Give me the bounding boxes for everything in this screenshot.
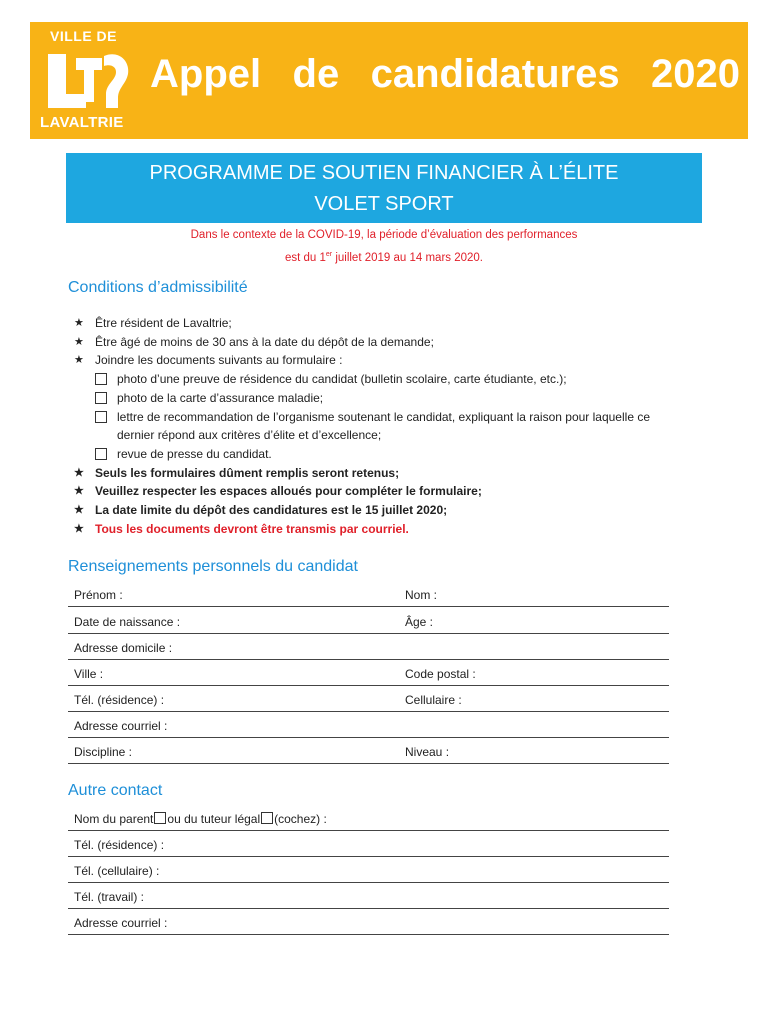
field-label: Tél. (résidence) :	[74, 838, 165, 852]
parent-field-label	[74, 812, 327, 826]
star-icon: ★	[74, 466, 84, 479]
header-banner	[30, 22, 748, 139]
list-item-text: Joindre les documents suivants au formulaire :	[95, 353, 343, 368]
field-label: Tél. (cellulaire) :	[74, 864, 160, 878]
list-item-text: La date limite du dépôt des candidatures est le 15 juillet 2020;	[95, 503, 448, 518]
title-word: candidatures	[370, 52, 620, 96]
list-item	[74, 520, 714, 539]
list-item-text: Tous les documents devront être transmis par courriel.	[95, 521, 409, 536]
lavaltrie-logo	[38, 28, 132, 136]
form-row[interactable]	[68, 689, 669, 712]
covid-notice-line2	[66, 245, 702, 268]
other-contact-heading: Autre contact	[68, 782, 163, 799]
document-checkbox[interactable]	[95, 373, 107, 385]
document-text: dernier répond aux critères d’élite et d’excellence;	[117, 428, 382, 443]
field-label: Discipline :	[74, 745, 133, 759]
title-word: 2020	[651, 52, 740, 96]
star-icon: ★	[74, 354, 84, 367]
star-icon: ★	[74, 504, 84, 517]
list-item	[74, 464, 714, 483]
form-row[interactable]	[68, 584, 669, 607]
form-row[interactable]	[68, 663, 669, 686]
field-label: Tél. (résidence) :	[74, 693, 165, 707]
field-label: Ville :	[74, 667, 104, 681]
form-row[interactable]	[68, 611, 669, 634]
covid-notice	[66, 226, 702, 268]
document-item	[74, 389, 714, 408]
field-label: Nom :	[405, 588, 438, 602]
form-row[interactable]	[68, 808, 669, 831]
form-row[interactable]	[68, 912, 669, 935]
list-item-text: Seuls les formulaires dûment remplis seront retenus;	[95, 465, 400, 480]
guardian-label: ou du tuteur légal	[167, 812, 261, 826]
field-label: Code postal :	[405, 667, 476, 681]
document-item	[74, 445, 714, 464]
page-title	[150, 52, 740, 97]
document-text: lettre de recommandation de l’organisme soutenant le candidat, expliquant la raison pour laquelle ce	[117, 409, 650, 424]
star-icon: ★	[74, 335, 84, 348]
field-label: Adresse courriel :	[74, 719, 168, 733]
personal-heading: Renseignements personnels du candidat	[68, 558, 358, 575]
check-instruction: (cochez) :	[274, 812, 327, 826]
field-label: Cellulaire :	[405, 693, 462, 707]
title-word: de	[292, 52, 340, 96]
covid-notice-post: juillet 2019 au 14 mars 2020.	[332, 251, 484, 264]
field-label: Niveau :	[405, 745, 450, 759]
list-item	[74, 501, 714, 520]
field-label: Date de naissance :	[74, 615, 181, 629]
field-label: Adresse courriel :	[74, 916, 168, 930]
covid-notice-line1: Dans le contexte de la COVID-19, la période d’évaluation des performances	[190, 229, 578, 241]
field-label: Tél. (travail) :	[74, 890, 145, 904]
parent-label: Nom du parent	[74, 812, 154, 826]
logo-top-text: VILLE DE	[50, 28, 118, 44]
covid-notice-pre: est du 1	[284, 251, 326, 264]
star-icon: ★	[74, 317, 84, 329]
form-row[interactable]	[68, 886, 669, 909]
list-item-text: Veuillez respecter les espaces alloués pour compléter le formulaire;	[95, 484, 482, 499]
form-row[interactable]	[68, 834, 669, 857]
document-item	[74, 408, 714, 427]
list-item	[74, 482, 714, 501]
field-label: Prénom :	[74, 588, 123, 602]
guardian-checkbox[interactable]	[261, 812, 273, 824]
form-row[interactable]	[68, 715, 669, 738]
form-row[interactable]	[68, 637, 669, 660]
program-subtitle: VOLET SPORT	[314, 193, 454, 215]
list-item-text: Être résident de Lavaltrie;	[95, 316, 232, 330]
program-title: PROGRAMME DE SOUTIEN FINANCIER À L’ÉLITE	[149, 162, 619, 184]
conditions-heading: Conditions d’admissibilité	[68, 279, 248, 296]
parent-checkbox[interactable]	[154, 812, 166, 824]
form-row[interactable]	[68, 860, 669, 883]
document-item	[74, 370, 714, 389]
star-icon: ★	[74, 485, 84, 498]
list-item-text: Être âgé de moins de 30 ans à la date du dépôt de la demande;	[95, 334, 434, 349]
program-banner	[66, 153, 702, 223]
document-checkbox[interactable]	[95, 448, 107, 460]
list-item	[74, 333, 714, 352]
star-icon: ★	[74, 522, 84, 535]
conditions-list	[74, 314, 714, 538]
logo-mark-icon	[46, 48, 132, 112]
form-row[interactable]	[68, 741, 669, 764]
document-checkbox[interactable]	[95, 411, 107, 423]
document-checkbox[interactable]	[95, 392, 107, 404]
list-item	[74, 351, 714, 370]
document-item-continued	[74, 426, 714, 445]
list-item	[74, 314, 714, 333]
document-text: photo d’une preuve de résidence du candidat (bulletin scolaire, carte étudiante, etc.);	[117, 372, 567, 387]
title-word: Appel	[150, 52, 262, 96]
field-label: Âge :	[405, 615, 434, 629]
logo-bottom-text: LAVALTRIE	[40, 114, 124, 131]
field-label: Adresse domicile :	[74, 641, 173, 655]
document-text: photo de la carte d’assurance maladie;	[117, 390, 324, 405]
covid-notice-sup: er	[325, 251, 333, 258]
document-text: revue de presse du candidat.	[117, 446, 272, 461]
